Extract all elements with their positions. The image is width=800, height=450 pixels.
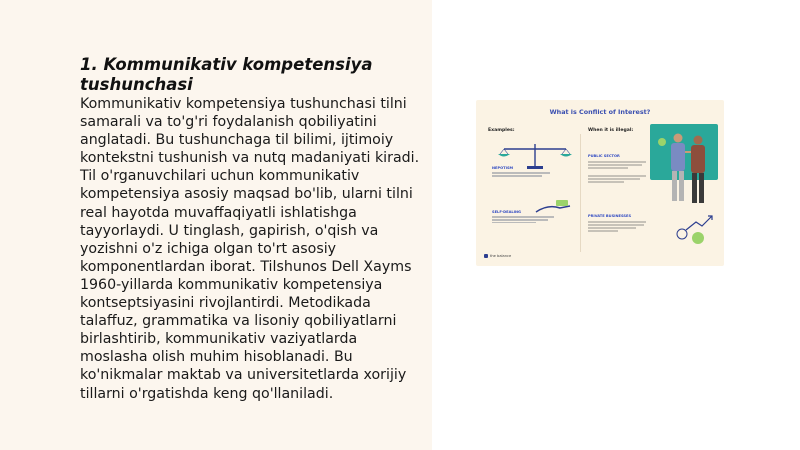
conflict-of-interest-infographic — [476, 100, 724, 266]
public-sector-description — [588, 160, 652, 184]
slide-title: 1. Kommunikativ kompetensiya tushunchasi — [80, 55, 373, 94]
brand-name: the balance — [490, 254, 512, 258]
nepotism-description — [492, 171, 572, 178]
private-businesses-description — [588, 220, 652, 233]
money-hand-icon — [534, 198, 574, 216]
private-businesses-label: PRIVATE BUSINESSES — [588, 214, 632, 218]
column-divider — [580, 134, 581, 252]
self-dealing-label: SELF-DEALING — [492, 210, 521, 214]
nepotism-label: NEPOTISM — [492, 166, 514, 170]
brand-logo — [484, 254, 511, 258]
two-people-icon — [656, 128, 716, 212]
public-sector-label: PUBLIC SECTOR — [588, 154, 620, 158]
illegal-heading: When it is illegal: — [588, 128, 634, 133]
brand-logo-icon — [484, 254, 488, 258]
examples-heading: Examples: — [488, 128, 515, 133]
growth-chart-icon — [672, 212, 716, 248]
slide-body-text: Kommunikativ kompetensiya tushunchasi tilni samarali va to'g'ri foydalanish qobiliyatini anglatadi. Bu tushunchaga til bilimi, ijtimoiy kontekstni tushunish va nutq madaniyati kiradi. Til o'rganuvchilari uchun kommunikativ kompetensiya asosiy maqsad bo'lib, ularni tilni real hayotda muvaffaqiyatli ishlatishga tayyorlaydi. U tinglash, gapirish, o'qish va yozishni o'z ichiga olgan to'rt asosiy komponentlardan iborat. Tilshunos Dell Xayms 1960-yillarda kommunikativ kompetensiya kontseptsiyasini rivojlantirdi. Metodikada talaffuz, grammatika va lisoniy qobiliyatlarni birlashtirib, kommunikativ vaziyatlarda moslasha olish muhim hisoblanadi. Bu ko'nikmalar maktab va universitetlarda xorijiy tillarni o'rgatishda keng qo'llaniladi. — [80, 96, 420, 402]
infographic-title: What is Conflict of Interest? — [549, 108, 651, 116]
self-dealing-description — [492, 215, 572, 224]
